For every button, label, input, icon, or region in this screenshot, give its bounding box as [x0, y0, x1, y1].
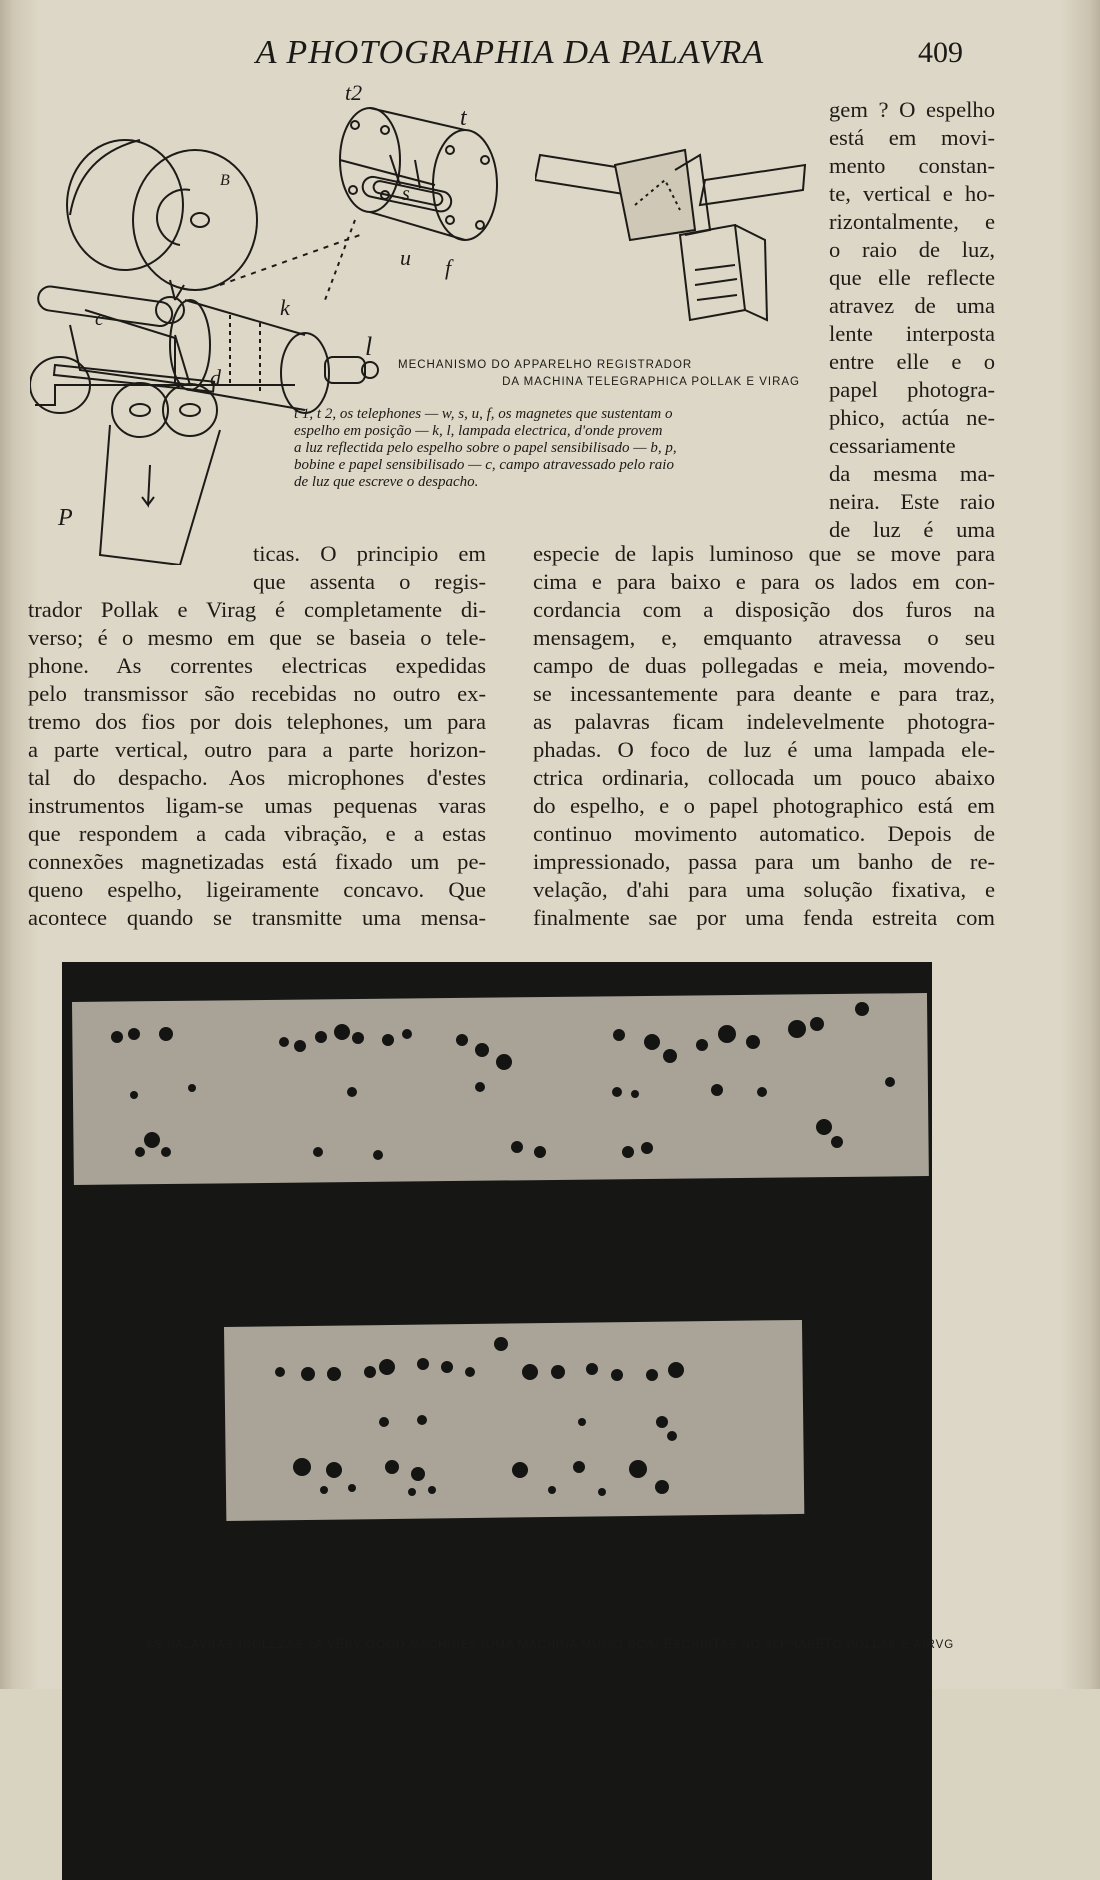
mirror-illustration	[535, 110, 815, 350]
label-p: P	[58, 505, 73, 531]
figure-legend	[294, 406, 799, 491]
photograph-caption: AS PALAVRAS INGLEZAS «A VERY GOOD MACHINE» (UMA MACHINA MUITO BOA) ESCRIPTAS NO ALPHABETO POLLAK E AIRVG	[145, 1639, 955, 1651]
label-t: t	[460, 105, 467, 131]
text-line: cessariamente	[829, 433, 956, 458]
text-line: acontece quando se transmitte uma mensa-	[28, 905, 486, 930]
text-line: o raio de luz,	[829, 237, 995, 262]
legend-line: t 1, t 2, os telephones — w, s, u, f, os magnetes que sustentam o	[294, 406, 673, 422]
text-line: instrumentos ligam-se umas pequenas varas	[28, 793, 486, 818]
right-column-bottom-text	[533, 540, 995, 932]
figure-caption-title	[380, 357, 800, 391]
text-line: gem ? O espelho	[829, 97, 995, 122]
legend-line: de luz que escreve o despacho.	[294, 474, 479, 490]
text-line: connexões magnetizadas está fixado um pe-	[28, 849, 486, 874]
text-line: phadas. O foco de luz é uma lampada ele-	[533, 737, 995, 762]
text-line: especie de lapis luminoso que se move para	[533, 541, 995, 566]
text-line: tremo dos fios por dois telephones, um para	[28, 709, 486, 734]
text-line: tal do despacho. Aos microphones d'estes	[28, 765, 486, 790]
legend-line: espelho em posição — k, l, lampada electrica, d'onde provem	[294, 423, 663, 439]
page-number: 409	[918, 36, 963, 69]
label-d: d	[210, 365, 221, 390]
paper-strip-bottom	[224, 1320, 804, 1521]
label-u: u	[400, 245, 411, 270]
label-s: s	[402, 183, 410, 205]
text-line: atravez de uma	[829, 293, 995, 318]
text-line: entre elle e o	[829, 349, 995, 374]
text-line: ctrica ordinaria, collocada um pouco abaixo	[533, 765, 995, 790]
text-line: velação, d'ahi para uma solução fixativa, e	[533, 877, 995, 902]
label-k: k	[280, 295, 290, 320]
text-line: papel photogra-	[829, 377, 995, 402]
text-line: phone. As correntes electricas expedidas	[28, 653, 486, 678]
text-line: te, vertical e ho-	[829, 181, 995, 206]
right-column-top-text	[829, 96, 995, 544]
text-line: cordancia com a disposição dos furos na	[533, 597, 995, 622]
text-line: rizontalmente, e	[829, 209, 995, 234]
text-line: que respondem a cada vibração, e a estas	[28, 821, 486, 846]
text-line: cima e para baixo e para os lados em con-	[533, 569, 995, 594]
text-line: da mesma ma-	[829, 461, 995, 486]
text-line: de luz é uma	[829, 517, 995, 542]
text-line: mensagem, e, emquanto atravessa o seu	[533, 625, 995, 650]
text-line: phico, actúa ne-	[829, 405, 995, 430]
text-line: a parte vertical, outro para a parte horizon-	[28, 737, 486, 762]
left-column-text	[28, 540, 486, 932]
label-t2: t2	[345, 80, 363, 105]
text-line: que assenta o regis-	[253, 569, 486, 594]
running-header-title: A PHOTOGRAPHIA DA PALAVRA	[255, 34, 765, 71]
caption-title-line-2: DA MACHINA TELEGRAPHICA POLLAK E VIRAG	[502, 376, 800, 388]
text-line: verso; é o mesmo em que se baseia o tele-	[28, 625, 486, 650]
text-line: se incessantemente para deante e para traz,	[533, 681, 995, 706]
text-line: pelo transmissor são recebidas no outro ex-	[28, 681, 486, 706]
text-line: neira. Este raio	[829, 489, 995, 514]
text-line: as palavras ficam indelevelmente photogra-	[533, 709, 995, 734]
legend-line: bobine e papel sensibilisado — c, campo atravessado pelo raio	[294, 457, 674, 473]
photograph-dots	[62, 962, 932, 1880]
text-line: ticas. O principio em	[253, 541, 486, 566]
legend-line: a luz reflectida pelo espelho sobre o papel sensibilisado — b, p,	[294, 440, 677, 456]
label-f: f	[445, 255, 452, 280]
text-line: que elle reflecte	[829, 265, 995, 290]
text-line: queno espelho, ligeiramente concavo. Que	[28, 877, 486, 902]
text-line: do espelho, e o papel photographico está em	[533, 793, 995, 818]
text-line: campo de duas pollegadas e meia, movendo-	[533, 653, 995, 678]
label-l: l	[365, 332, 373, 361]
text-line: impressionado, passa para um banho de re-	[533, 849, 995, 874]
text-line: continuo movimento automatico. Depois de	[533, 821, 995, 846]
telephones-illustration	[315, 80, 515, 300]
caption-title-line-1: MECHANISMO DO APPARELHO REGISTRADOR	[398, 359, 693, 371]
svg-text:B: B	[220, 172, 230, 189]
text-line: lente interposta	[829, 321, 995, 346]
text-line: trador Pollak e Virag é completamente di-	[28, 597, 486, 622]
text-line: está em movi-	[829, 125, 995, 150]
label-c: c	[95, 308, 104, 330]
text-line: mento constan-	[829, 153, 995, 178]
text-line: finalmente sae por uma fenda estreita com	[533, 905, 995, 930]
